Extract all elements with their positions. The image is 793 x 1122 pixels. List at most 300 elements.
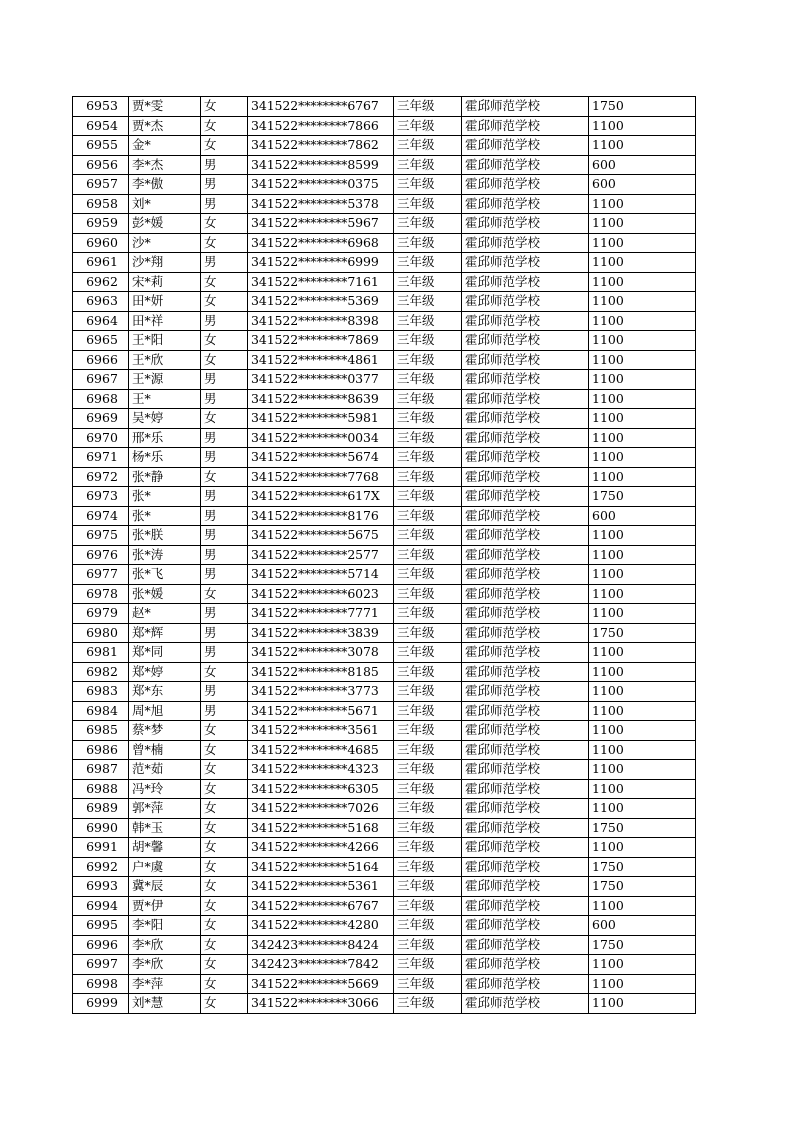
row-number-cell: 6987 bbox=[73, 760, 129, 780]
table-row bbox=[73, 175, 696, 195]
school-cell: 霍邱师范学校 bbox=[462, 175, 589, 195]
amount-cell: 1100 bbox=[589, 604, 696, 624]
amount-cell: 1100 bbox=[589, 116, 696, 136]
grade-cell: 三年级 bbox=[394, 97, 462, 117]
gender-cell: 女 bbox=[201, 721, 248, 741]
student-name-cell: 郭*萍 bbox=[129, 799, 201, 819]
table-row bbox=[73, 604, 696, 624]
grade-cell: 三年级 bbox=[394, 994, 462, 1014]
student-name-cell: 胡*馨 bbox=[129, 838, 201, 858]
grade-cell: 三年级 bbox=[394, 916, 462, 936]
grade-cell: 三年级 bbox=[394, 584, 462, 604]
amount-cell: 1100 bbox=[589, 350, 696, 370]
amount-cell: 1750 bbox=[589, 487, 696, 507]
id-number-cell: 341522********6999 bbox=[248, 253, 394, 273]
row-number-cell: 6974 bbox=[73, 506, 129, 526]
id-number-cell: 341522********8185 bbox=[248, 662, 394, 682]
amount-cell: 1100 bbox=[589, 799, 696, 819]
amount-cell: 1100 bbox=[589, 448, 696, 468]
school-cell: 霍邱师范学校 bbox=[462, 389, 589, 409]
amount-cell: 600 bbox=[589, 175, 696, 195]
table-row bbox=[73, 292, 696, 312]
student-name-cell: 田*妍 bbox=[129, 292, 201, 312]
id-number-cell: 341522********5369 bbox=[248, 292, 394, 312]
gender-cell: 女 bbox=[201, 760, 248, 780]
school-cell: 霍邱师范学校 bbox=[462, 857, 589, 877]
school-cell: 霍邱师范学校 bbox=[462, 760, 589, 780]
row-number-cell: 6958 bbox=[73, 194, 129, 214]
id-number-cell: 342423********8424 bbox=[248, 935, 394, 955]
table-row bbox=[73, 409, 696, 429]
grade-cell: 三年级 bbox=[394, 389, 462, 409]
table-row bbox=[73, 857, 696, 877]
grade-cell: 三年级 bbox=[394, 643, 462, 663]
student-name-cell: 王* bbox=[129, 389, 201, 409]
amount-cell: 1100 bbox=[589, 721, 696, 741]
student-name-cell: 田*祥 bbox=[129, 311, 201, 331]
school-cell: 霍邱师范学校 bbox=[462, 311, 589, 331]
id-number-cell: 341522********3066 bbox=[248, 994, 394, 1014]
row-number-cell: 6970 bbox=[73, 428, 129, 448]
amount-cell: 1750 bbox=[589, 857, 696, 877]
gender-cell: 女 bbox=[201, 409, 248, 429]
gender-cell: 男 bbox=[201, 565, 248, 585]
grade-cell: 三年级 bbox=[394, 253, 462, 273]
id-number-cell: 341522********6767 bbox=[248, 896, 394, 916]
student-name-cell: 邢*乐 bbox=[129, 428, 201, 448]
school-cell: 霍邱师范学校 bbox=[462, 194, 589, 214]
student-name-cell: 李*欣 bbox=[129, 935, 201, 955]
id-number-cell: 341522********5361 bbox=[248, 877, 394, 897]
student-name-cell: 杨*乐 bbox=[129, 448, 201, 468]
school-cell: 霍邱师范学校 bbox=[462, 526, 589, 546]
student-name-cell: 韩*玉 bbox=[129, 818, 201, 838]
row-number-cell: 6963 bbox=[73, 292, 129, 312]
row-number-cell: 6998 bbox=[73, 974, 129, 994]
grade-cell: 三年级 bbox=[394, 409, 462, 429]
table-row bbox=[73, 155, 696, 175]
row-number-cell: 6980 bbox=[73, 623, 129, 643]
amount-cell: 1100 bbox=[589, 994, 696, 1014]
student-name-cell: 刘* bbox=[129, 194, 201, 214]
gender-cell: 女 bbox=[201, 740, 248, 760]
amount-cell: 1100 bbox=[589, 311, 696, 331]
school-cell: 霍邱师范学校 bbox=[462, 214, 589, 234]
amount-cell: 600 bbox=[589, 916, 696, 936]
id-number-cell: 341522********6305 bbox=[248, 779, 394, 799]
id-number-cell: 341522********6023 bbox=[248, 584, 394, 604]
school-cell: 霍邱师范学校 bbox=[462, 428, 589, 448]
table-row bbox=[73, 916, 696, 936]
gender-cell: 男 bbox=[201, 448, 248, 468]
student-name-cell: 王*阳 bbox=[129, 331, 201, 351]
amount-cell: 1100 bbox=[589, 428, 696, 448]
amount-cell: 1100 bbox=[589, 662, 696, 682]
table-row bbox=[73, 506, 696, 526]
grade-cell: 三年级 bbox=[394, 799, 462, 819]
table-row bbox=[73, 682, 696, 702]
grade-cell: 三年级 bbox=[394, 818, 462, 838]
student-subsidy-table bbox=[72, 96, 696, 1014]
id-number-cell: 341522********8176 bbox=[248, 506, 394, 526]
student-name-cell: 李*欣 bbox=[129, 955, 201, 975]
amount-cell: 1100 bbox=[589, 370, 696, 390]
school-cell: 霍邱师范学校 bbox=[462, 799, 589, 819]
table-row bbox=[73, 194, 696, 214]
grade-cell: 三年级 bbox=[394, 545, 462, 565]
gender-cell: 女 bbox=[201, 838, 248, 858]
school-cell: 霍邱师范学校 bbox=[462, 370, 589, 390]
student-name-cell: 沙*翔 bbox=[129, 253, 201, 273]
amount-cell: 600 bbox=[589, 506, 696, 526]
grade-cell: 三年级 bbox=[394, 487, 462, 507]
student-name-cell: 张*飞 bbox=[129, 565, 201, 585]
gender-cell: 女 bbox=[201, 662, 248, 682]
id-number-cell: 341522********6968 bbox=[248, 233, 394, 253]
gender-cell: 女 bbox=[201, 292, 248, 312]
amount-cell: 1100 bbox=[589, 760, 696, 780]
grade-cell: 三年级 bbox=[394, 955, 462, 975]
gender-cell: 女 bbox=[201, 136, 248, 156]
amount-cell: 1100 bbox=[589, 955, 696, 975]
table-row bbox=[73, 779, 696, 799]
table-row bbox=[73, 994, 696, 1014]
id-number-cell: 341522********5675 bbox=[248, 526, 394, 546]
grade-cell: 三年级 bbox=[394, 760, 462, 780]
student-name-cell: 赵* bbox=[129, 604, 201, 624]
grade-cell: 三年级 bbox=[394, 682, 462, 702]
table-row bbox=[73, 331, 696, 351]
table-row bbox=[73, 935, 696, 955]
row-number-cell: 6965 bbox=[73, 331, 129, 351]
row-number-cell: 6962 bbox=[73, 272, 129, 292]
amount-cell: 1100 bbox=[589, 779, 696, 799]
table-row bbox=[73, 370, 696, 390]
school-cell: 霍邱师范学校 bbox=[462, 155, 589, 175]
row-number-cell: 6969 bbox=[73, 409, 129, 429]
id-number-cell: 341522********7866 bbox=[248, 116, 394, 136]
id-number-cell: 341522********3561 bbox=[248, 721, 394, 741]
table-row bbox=[73, 253, 696, 273]
id-number-cell: 341522********0034 bbox=[248, 428, 394, 448]
id-number-cell: 341522********8639 bbox=[248, 389, 394, 409]
school-cell: 霍邱师范学校 bbox=[462, 545, 589, 565]
row-number-cell: 6976 bbox=[73, 545, 129, 565]
gender-cell: 男 bbox=[201, 682, 248, 702]
school-cell: 霍邱师范学校 bbox=[462, 350, 589, 370]
gender-cell: 男 bbox=[201, 370, 248, 390]
grade-cell: 三年级 bbox=[394, 311, 462, 331]
student-name-cell: 郑*辉 bbox=[129, 623, 201, 643]
table-row bbox=[73, 350, 696, 370]
gender-cell: 女 bbox=[201, 467, 248, 487]
table-row bbox=[73, 233, 696, 253]
table-row bbox=[73, 545, 696, 565]
gender-cell: 女 bbox=[201, 116, 248, 136]
school-cell: 霍邱师范学校 bbox=[462, 584, 589, 604]
amount-cell: 1100 bbox=[589, 331, 696, 351]
student-name-cell: 贾*伊 bbox=[129, 896, 201, 916]
amount-cell: 1100 bbox=[589, 526, 696, 546]
row-number-cell: 6990 bbox=[73, 818, 129, 838]
id-number-cell: 341522********0377 bbox=[248, 370, 394, 390]
grade-cell: 三年级 bbox=[394, 175, 462, 195]
gender-cell: 男 bbox=[201, 643, 248, 663]
gender-cell: 女 bbox=[201, 799, 248, 819]
table-row bbox=[73, 97, 696, 117]
school-cell: 霍邱师范学校 bbox=[462, 916, 589, 936]
grade-cell: 三年级 bbox=[394, 565, 462, 585]
gender-cell: 女 bbox=[201, 779, 248, 799]
table-row bbox=[73, 838, 696, 858]
grade-cell: 三年级 bbox=[394, 896, 462, 916]
amount-cell: 1100 bbox=[589, 838, 696, 858]
row-number-cell: 6979 bbox=[73, 604, 129, 624]
id-number-cell: 341522********5671 bbox=[248, 701, 394, 721]
row-number-cell: 6967 bbox=[73, 370, 129, 390]
student-name-cell: 郑*同 bbox=[129, 643, 201, 663]
row-number-cell: 6991 bbox=[73, 838, 129, 858]
student-name-cell: 李*阳 bbox=[129, 916, 201, 936]
grade-cell: 三年级 bbox=[394, 350, 462, 370]
amount-cell: 1100 bbox=[589, 292, 696, 312]
amount-cell: 1100 bbox=[589, 409, 696, 429]
school-cell: 霍邱师范学校 bbox=[462, 136, 589, 156]
amount-cell: 1100 bbox=[589, 136, 696, 156]
id-number-cell: 341522********6767 bbox=[248, 97, 394, 117]
student-name-cell: 范*茹 bbox=[129, 760, 201, 780]
amount-cell: 1100 bbox=[589, 467, 696, 487]
school-cell: 霍邱师范学校 bbox=[462, 643, 589, 663]
grade-cell: 三年级 bbox=[394, 467, 462, 487]
school-cell: 霍邱师范学校 bbox=[462, 974, 589, 994]
row-number-cell: 6981 bbox=[73, 643, 129, 663]
student-name-cell: 郑*东 bbox=[129, 682, 201, 702]
grade-cell: 三年级 bbox=[394, 526, 462, 546]
amount-cell: 1100 bbox=[589, 682, 696, 702]
row-number-cell: 6968 bbox=[73, 389, 129, 409]
id-number-cell: 341522********5378 bbox=[248, 194, 394, 214]
school-cell: 霍邱师范学校 bbox=[462, 896, 589, 916]
student-name-cell: 吴*婷 bbox=[129, 409, 201, 429]
grade-cell: 三年级 bbox=[394, 370, 462, 390]
grade-cell: 三年级 bbox=[394, 779, 462, 799]
table-row bbox=[73, 214, 696, 234]
table-row bbox=[73, 565, 696, 585]
gender-cell: 男 bbox=[201, 428, 248, 448]
gender-cell: 男 bbox=[201, 526, 248, 546]
row-number-cell: 6999 bbox=[73, 994, 129, 1014]
student-name-cell: 张*静 bbox=[129, 467, 201, 487]
grade-cell: 三年级 bbox=[394, 194, 462, 214]
school-cell: 霍邱师范学校 bbox=[462, 955, 589, 975]
id-number-cell: 341522********7161 bbox=[248, 272, 394, 292]
id-number-cell: 341522********617X bbox=[248, 487, 394, 507]
school-cell: 霍邱师范学校 bbox=[462, 272, 589, 292]
row-number-cell: 6994 bbox=[73, 896, 129, 916]
id-number-cell: 341522********4266 bbox=[248, 838, 394, 858]
gender-cell: 女 bbox=[201, 214, 248, 234]
grade-cell: 三年级 bbox=[394, 935, 462, 955]
gender-cell: 女 bbox=[201, 974, 248, 994]
grade-cell: 三年级 bbox=[394, 136, 462, 156]
student-name-cell: 贾*杰 bbox=[129, 116, 201, 136]
row-number-cell: 6982 bbox=[73, 662, 129, 682]
amount-cell: 600 bbox=[589, 155, 696, 175]
table-row bbox=[73, 389, 696, 409]
id-number-cell: 341522********4685 bbox=[248, 740, 394, 760]
row-number-cell: 6983 bbox=[73, 682, 129, 702]
row-number-cell: 6960 bbox=[73, 233, 129, 253]
grade-cell: 三年级 bbox=[394, 428, 462, 448]
school-cell: 霍邱师范学校 bbox=[462, 818, 589, 838]
student-name-cell: 张* bbox=[129, 487, 201, 507]
amount-cell: 1100 bbox=[589, 214, 696, 234]
table-row bbox=[73, 448, 696, 468]
school-cell: 霍邱师范学校 bbox=[462, 877, 589, 897]
amount-cell: 1100 bbox=[589, 584, 696, 604]
id-number-cell: 341522********3773 bbox=[248, 682, 394, 702]
row-number-cell: 6973 bbox=[73, 487, 129, 507]
gender-cell: 男 bbox=[201, 506, 248, 526]
id-number-cell: 341522********5669 bbox=[248, 974, 394, 994]
student-name-cell: 金* bbox=[129, 136, 201, 156]
row-number-cell: 6956 bbox=[73, 155, 129, 175]
row-number-cell: 6985 bbox=[73, 721, 129, 741]
table-row bbox=[73, 662, 696, 682]
id-number-cell: 341522********7862 bbox=[248, 136, 394, 156]
gender-cell: 男 bbox=[201, 175, 248, 195]
student-name-cell: 李*杰 bbox=[129, 155, 201, 175]
gender-cell: 女 bbox=[201, 994, 248, 1014]
table-row bbox=[73, 428, 696, 448]
grade-cell: 三年级 bbox=[394, 838, 462, 858]
grade-cell: 三年级 bbox=[394, 331, 462, 351]
row-number-cell: 6959 bbox=[73, 214, 129, 234]
row-number-cell: 6957 bbox=[73, 175, 129, 195]
gender-cell: 女 bbox=[201, 916, 248, 936]
table-row bbox=[73, 272, 696, 292]
grade-cell: 三年级 bbox=[394, 877, 462, 897]
student-name-cell: 沙* bbox=[129, 233, 201, 253]
grade-cell: 三年级 bbox=[394, 701, 462, 721]
table-row bbox=[73, 701, 696, 721]
table-row bbox=[73, 311, 696, 331]
gender-cell: 男 bbox=[201, 389, 248, 409]
student-name-cell: 宋*莉 bbox=[129, 272, 201, 292]
gender-cell: 男 bbox=[201, 155, 248, 175]
amount-cell: 1100 bbox=[589, 565, 696, 585]
table-row bbox=[73, 799, 696, 819]
student-name-cell: 周*旭 bbox=[129, 701, 201, 721]
gender-cell: 男 bbox=[201, 194, 248, 214]
table-row bbox=[73, 721, 696, 741]
id-number-cell: 341522********7869 bbox=[248, 331, 394, 351]
gender-cell: 女 bbox=[201, 584, 248, 604]
grade-cell: 三年级 bbox=[394, 214, 462, 234]
id-number-cell: 341522********5967 bbox=[248, 214, 394, 234]
grade-cell: 三年级 bbox=[394, 448, 462, 468]
id-number-cell: 341522********5981 bbox=[248, 409, 394, 429]
school-cell: 霍邱师范学校 bbox=[462, 565, 589, 585]
school-cell: 霍邱师范学校 bbox=[462, 331, 589, 351]
table-row bbox=[73, 974, 696, 994]
table-row bbox=[73, 584, 696, 604]
row-number-cell: 6988 bbox=[73, 779, 129, 799]
id-number-cell: 341522********3839 bbox=[248, 623, 394, 643]
school-cell: 霍邱师范学校 bbox=[462, 292, 589, 312]
row-number-cell: 6977 bbox=[73, 565, 129, 585]
id-number-cell: 341522********8398 bbox=[248, 311, 394, 331]
table-row bbox=[73, 760, 696, 780]
amount-cell: 1750 bbox=[589, 877, 696, 897]
student-name-cell: 冯*玲 bbox=[129, 779, 201, 799]
row-number-cell: 6995 bbox=[73, 916, 129, 936]
student-name-cell: 贾*雯 bbox=[129, 97, 201, 117]
school-cell: 霍邱师范学校 bbox=[462, 662, 589, 682]
row-number-cell: 6975 bbox=[73, 526, 129, 546]
row-number-cell: 6993 bbox=[73, 877, 129, 897]
school-cell: 霍邱师范学校 bbox=[462, 253, 589, 273]
table-row bbox=[73, 487, 696, 507]
table-row bbox=[73, 526, 696, 546]
gender-cell: 男 bbox=[201, 311, 248, 331]
gender-cell: 女 bbox=[201, 896, 248, 916]
row-number-cell: 6961 bbox=[73, 253, 129, 273]
student-name-cell: 户*虞 bbox=[129, 857, 201, 877]
grade-cell: 三年级 bbox=[394, 506, 462, 526]
student-name-cell: 曾*楠 bbox=[129, 740, 201, 760]
school-cell: 霍邱师范学校 bbox=[462, 740, 589, 760]
student-name-cell: 王*源 bbox=[129, 370, 201, 390]
student-name-cell: 李*傲 bbox=[129, 175, 201, 195]
gender-cell: 女 bbox=[201, 233, 248, 253]
amount-cell: 1100 bbox=[589, 233, 696, 253]
school-cell: 霍邱师范学校 bbox=[462, 779, 589, 799]
row-number-cell: 6953 bbox=[73, 97, 129, 117]
table-row bbox=[73, 643, 696, 663]
gender-cell: 女 bbox=[201, 877, 248, 897]
amount-cell: 1750 bbox=[589, 935, 696, 955]
grade-cell: 三年级 bbox=[394, 272, 462, 292]
table-row bbox=[73, 136, 696, 156]
id-number-cell: 341522********5714 bbox=[248, 565, 394, 585]
school-cell: 霍邱师范学校 bbox=[462, 97, 589, 117]
school-cell: 霍邱师范学校 bbox=[462, 409, 589, 429]
row-number-cell: 6997 bbox=[73, 955, 129, 975]
amount-cell: 1100 bbox=[589, 701, 696, 721]
student-name-cell: 张* bbox=[129, 506, 201, 526]
gender-cell: 女 bbox=[201, 955, 248, 975]
grade-cell: 三年级 bbox=[394, 604, 462, 624]
school-cell: 霍邱师范学校 bbox=[462, 935, 589, 955]
amount-cell: 1750 bbox=[589, 97, 696, 117]
id-number-cell: 341522********2577 bbox=[248, 545, 394, 565]
id-number-cell: 342423********7842 bbox=[248, 955, 394, 975]
student-name-cell: 彭*媛 bbox=[129, 214, 201, 234]
row-number-cell: 6964 bbox=[73, 311, 129, 331]
amount-cell: 1100 bbox=[589, 740, 696, 760]
gender-cell: 女 bbox=[201, 857, 248, 877]
school-cell: 霍邱师范学校 bbox=[462, 682, 589, 702]
id-number-cell: 341522********5674 bbox=[248, 448, 394, 468]
school-cell: 霍邱师范学校 bbox=[462, 506, 589, 526]
amount-cell: 1100 bbox=[589, 896, 696, 916]
gender-cell: 男 bbox=[201, 545, 248, 565]
school-cell: 霍邱师范学校 bbox=[462, 994, 589, 1014]
gender-cell: 男 bbox=[201, 487, 248, 507]
id-number-cell: 341522********8599 bbox=[248, 155, 394, 175]
